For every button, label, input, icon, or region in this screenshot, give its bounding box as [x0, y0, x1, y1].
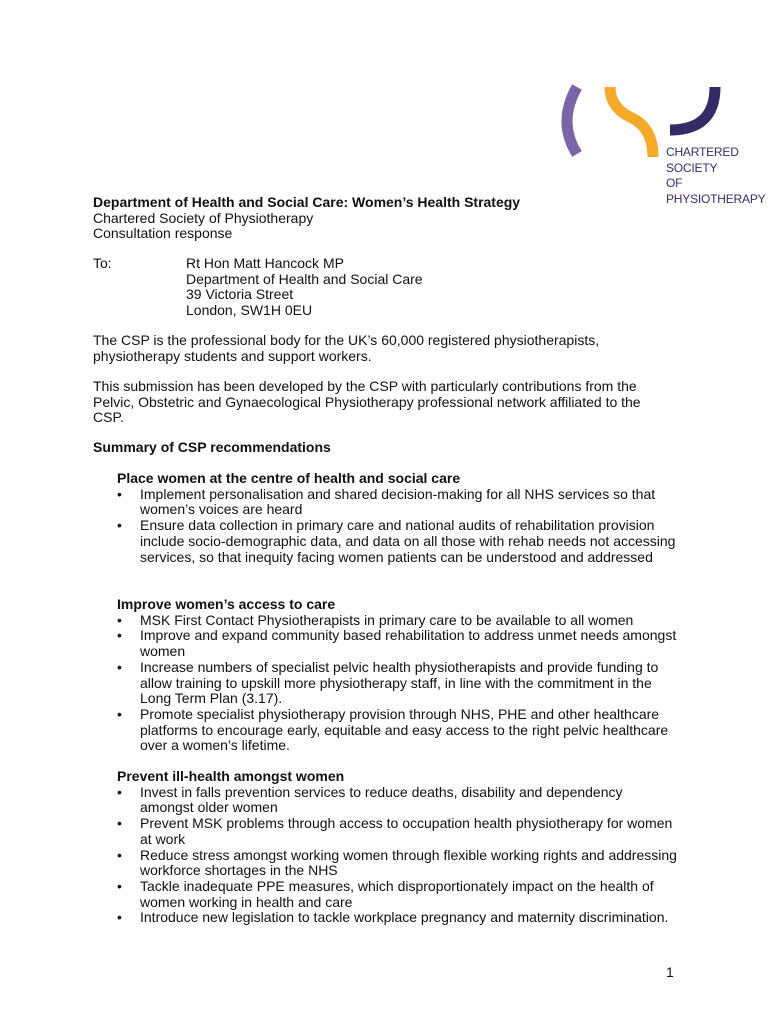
- bullet-text: Introduce new legislation to tackle workplace pregnancy and maternity discrimination.: [140, 909, 669, 926]
- list-item: [117, 518, 680, 565]
- bullet-text: MSK First Contact Physiotherapists in primary care to be available to all women: [140, 611, 634, 628]
- logo-line: SOCIETY: [666, 160, 718, 175]
- document-header: [93, 195, 520, 242]
- recipient-line: Rt Hon Matt Hancock MP: [186, 255, 344, 271]
- bullet-icon: •: [117, 846, 122, 863]
- list-item: [117, 785, 680, 816]
- bullet-icon: •: [117, 909, 122, 926]
- list-item: [117, 613, 680, 629]
- recipient-line: Department of Health and Social Care: [186, 270, 423, 287]
- submission-paragraph: This submission has been developed by the CSP with particularly contributions from the Pelvic, Obstetric and Gynaecological Physiotherapy professional network affiliated to the CSP.: [93, 378, 641, 426]
- list-item: [117, 816, 680, 847]
- list-item: [117, 848, 680, 879]
- bullet-icon: •: [117, 705, 122, 722]
- section-centre: [117, 471, 680, 565]
- list-item: [117, 910, 680, 926]
- bullet-icon: •: [117, 877, 122, 894]
- section-access: [117, 597, 680, 754]
- list-item: [117, 879, 680, 910]
- list-item: [117, 487, 680, 518]
- bullet-icon: •: [117, 627, 122, 644]
- bullet-icon: •: [117, 783, 122, 800]
- bullet-text: Ensure data collection in primary care and national audits of rehabilitation provision include socio-demographic data, and data on all those with rehab needs not accessing services, so that inequity facing women patients can be understood and addressed: [140, 517, 676, 565]
- section-heading: Prevent ill-health amongst women: [117, 768, 345, 784]
- organisation: Chartered Society of Physiotherapy: [93, 209, 314, 226]
- recipient-line: 39 Victoria Street: [186, 286, 294, 303]
- list-item: [117, 660, 680, 707]
- bullet-icon: •: [117, 658, 122, 675]
- bullet-text: Implement personalisation and shared decision-making for all NHS services so that women’s voices are heard: [140, 485, 656, 518]
- list-item: [117, 707, 680, 754]
- page-number: 1: [666, 964, 674, 980]
- summary-heading: Summary of CSP recommendations: [93, 439, 331, 455]
- logo-line: PHYSIOTHERAPY: [666, 191, 766, 206]
- section-heading: Improve women’s access to care: [117, 596, 336, 612]
- bullet-text: Improve and expand community based rehabilitation to address unmet needs amongst women: [140, 627, 677, 660]
- recipient-line: London, SW1H 0EU: [186, 302, 313, 319]
- bullet-icon: •: [117, 611, 122, 628]
- section-heading: Place women at the centre of health and social care: [117, 470, 461, 486]
- bullet-icon: •: [117, 815, 122, 832]
- bullet-icon: •: [117, 485, 122, 502]
- bullet-text: Increase numbers of specialist pelvic health physiotherapists and provide funding to allow training to upskill more physiotherapy staff, in line with the commitment in the Long Term Plan (3.17).: [140, 658, 659, 707]
- to-label: To:: [93, 255, 112, 271]
- logo-line: CHARTERED: [666, 145, 739, 159]
- bullet-text: Promote specialist physiotherapy provision through NHS, PHE and other healthcare platforms to encourage early, equitable and easy access to the right pelvic healthcare over a women’s lifetime.: [140, 705, 669, 754]
- logo-wordmark: [666, 145, 765, 207]
- section-prevent: [117, 769, 680, 926]
- bullet-icon: •: [117, 517, 122, 534]
- intro-paragraph: The CSP is the professional body for the UK’s 60,000 registered physiotherapists, physiotherapy students and support workers.: [93, 332, 600, 364]
- logo-line: OF: [666, 176, 683, 190]
- bullet-text: Invest in falls prevention services to reduce deaths, disability and dependency amongst older women: [140, 783, 623, 816]
- bullet-text: Reduce stress amongst working women through flexible working rights and addressing workforce shortages in the NHS: [140, 846, 677, 879]
- bullet-text: Prevent MSK problems through access to occupation health physiotherapy for women at work: [140, 815, 673, 847]
- document-title: Department of Health and Social Care: Women’s Health Strategy: [93, 194, 521, 210]
- bullet-text: Tackle inadequate PPE measures, which disproportionately impact on the health of women working in health and care: [140, 877, 654, 910]
- list-item: [117, 628, 680, 659]
- document-type: Consultation response: [93, 225, 233, 242]
- recipient-block: [93, 256, 423, 319]
